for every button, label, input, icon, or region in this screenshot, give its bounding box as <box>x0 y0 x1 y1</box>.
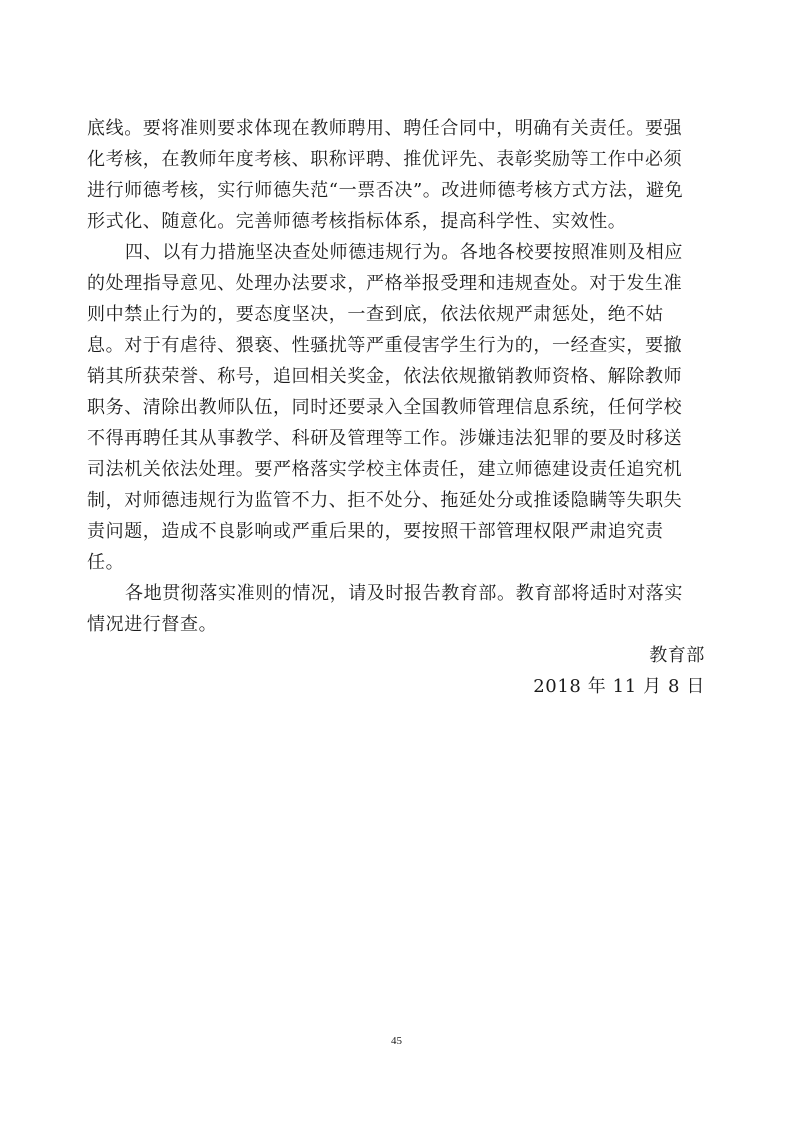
page-number: 45 <box>391 1035 402 1047</box>
body-line: 情况进行督查。 <box>87 614 218 635</box>
body-line: 司法机关依法处理。要严格落实学校主体责任，建立师德建设责任追究机 <box>87 459 683 480</box>
body-line: 息。对于有虐待、猥亵、性骚扰等严重侵害学生行为的，一经查实，要撤 <box>87 335 683 356</box>
body-line: 任。 <box>87 552 125 573</box>
body-line: 化考核，在教师年度考核、职称评聘、推优评先、表彰奖励等工作中必须 <box>87 149 683 170</box>
body-line: 进行师德考核，实行师德失范“一票否决”。改进师德考核方式方法，避免 <box>87 180 684 201</box>
body-line: 的处理指导意见、处理办法要求，严格举报受理和违规查处。对于发生准 <box>87 273 683 294</box>
body-line: 形式化、随意化。完善师德考核指标体系，提高科学性、实效性。 <box>87 211 627 232</box>
body-line: 销其所获荣誉、称号，追回相关奖金，依法依规撤销教师资格、解除教师 <box>87 366 683 387</box>
body-line: 制，对师德违规行为监管不力、拒不处分、拖延处分或推诿隐瞒等失职失 <box>87 490 683 511</box>
body-line: 不得再聘任其从事教学、科研及管理等工作。涉嫌违法犯罪的要及时移送 <box>87 428 683 449</box>
body-line: 底线。要将准则要求体现在教师聘用、聘任合同中，明确有关责任。要强 <box>87 118 683 139</box>
body-line: 责问题，造成不良影响或严重后果的，要按照干部管理权限严肃追究责 <box>87 521 664 542</box>
body-line: 则中禁止行为的，要态度坚决，一查到底，依法依规严肃惩处，绝不姑 <box>87 304 664 325</box>
body-line: 各地贯彻落实准则的情况，请及时报告教育部。教育部将适时对落实 <box>125 583 683 604</box>
body-line: 职务、清除出教师队伍，同时还要录入全国教师管理信息系统，任何学校 <box>87 397 683 418</box>
signature-org: 教育部 <box>649 645 705 666</box>
signature-date: 2018 年 11 月 8 日 <box>533 676 705 697</box>
body-line: 四、以有力措施坚决查处师德违规行为。各地各校要按照准则及相应 <box>125 242 683 263</box>
